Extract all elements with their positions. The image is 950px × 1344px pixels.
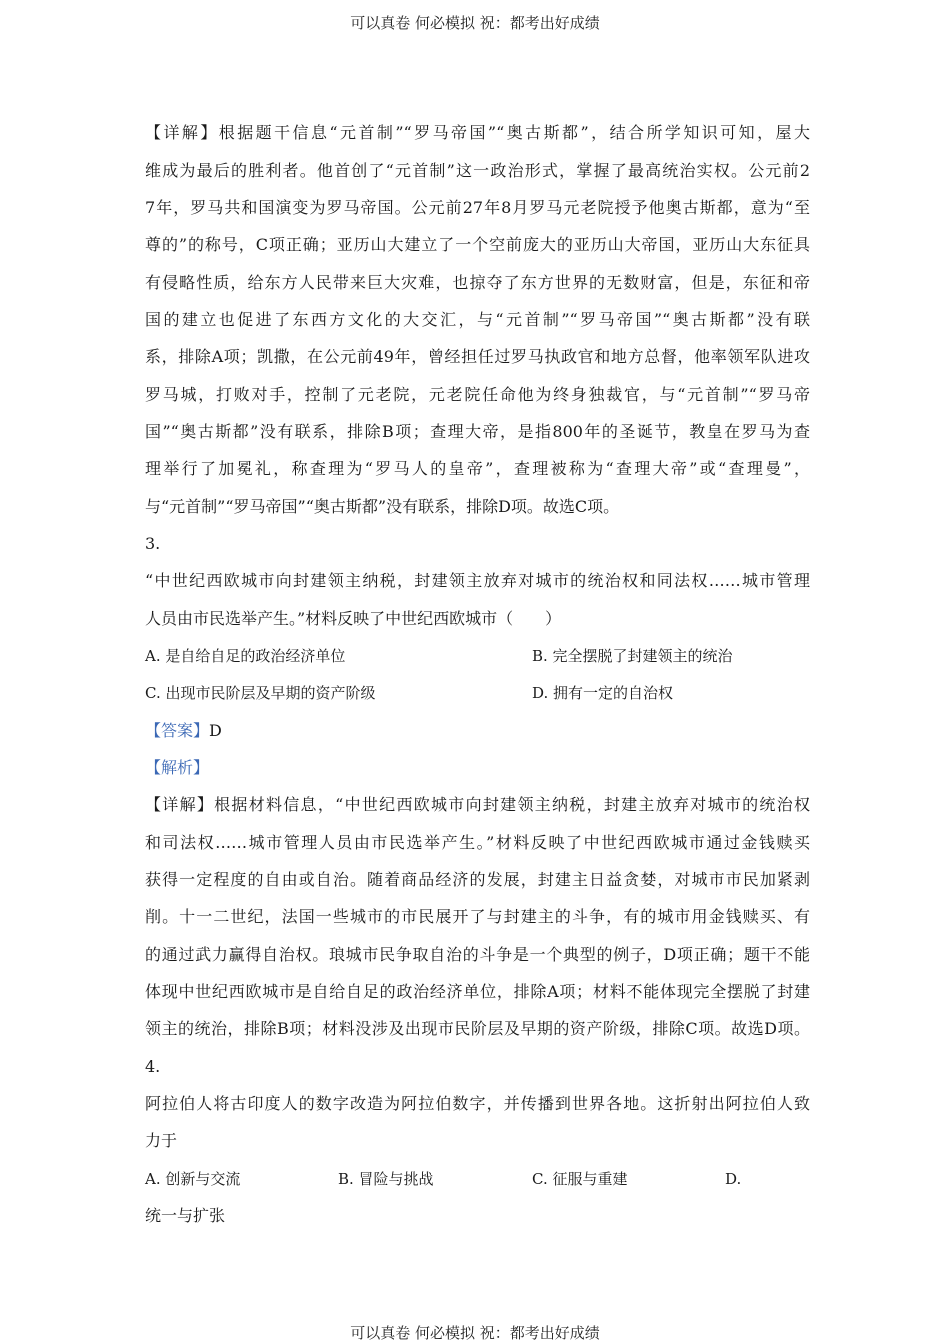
q3-option-b: B. 完全摆脱了封建领主的统治	[532, 647, 733, 665]
q3-answer	[145, 720, 810, 742]
q4-stem-line: 力于	[145, 1131, 178, 1150]
page-header: 可以真卷 何必模拟 祝：都考出好成绩	[350, 14, 600, 32]
q3-explain-line: 和司法权……城市管理人员由市民选举产生。”材料反映了中世纪西欧城市通过金钱赎买	[145, 833, 810, 852]
q2-explain-line: 理举行了加冕礼，称查理为“罗马人的皇帝”，查理被称为“查理大帝”或“查理曼”，	[145, 459, 810, 478]
q2-explain-line: 罗马城，打败对手，控制了元老院，元老院任命他为终身独裁官，与“元首制”“罗马帝	[145, 385, 810, 404]
q4-stem-line: 阿拉伯人将古印度人的数字改造为阿拉伯数字，并传播到世界各地。这折射出阿拉伯人致	[145, 1094, 810, 1113]
q4-option-c: C. 征服与重建	[532, 1170, 628, 1188]
q3-option-d: D. 拥有一定的自治权	[532, 684, 674, 702]
q4-option-b: B. 冒险与挑战	[338, 1170, 434, 1188]
q2-explain-line: 尊的”的称号，C项正确；亚历山大建立了一个空前庞大的亚历山大帝国，亚历山大东征具	[145, 235, 810, 254]
q4-option-a: A. 创新与交流	[145, 1170, 241, 1188]
q3-stem-line: “中世纪西欧城市向封建领主纳税，封建领主放弃对城市的统治权和同法权……城市管理	[145, 571, 810, 590]
q2-explain-line: 维成为最后的胜利者。他首创了“元首制”这一政治形式，掌握了最高统治实权。公元前2	[145, 161, 810, 180]
q2-explain-line: 有侵略性质，给东方人民带来巨大灾难，也掠夺了东方世界的无数财富，但是，东征和帝	[145, 273, 810, 292]
answer-value: D	[209, 721, 222, 740]
q2-explain-line: 国”“奥古斯都”没有联系，排除B项；查理大帝，是指800年的圣诞节，教皇在罗马为查	[145, 422, 810, 441]
answer-label: 【答案】	[145, 721, 210, 740]
q3-explain-line: 的通过武力赢得自治权。琅城市民争取自治的斗争是一个典型的例子，D项正确；题干不能	[145, 945, 810, 964]
q3-stem-line: 人员由市民选举产生。”材料反映了中世纪西欧城市（ ）	[145, 609, 562, 628]
q3-option-c: C. 出现市民阶层及早期的资产阶级	[145, 684, 376, 702]
q2-explain-line: 与“元首制”“罗马帝国”“奥古斯都”没有联系，排除D项。故选C项。	[145, 497, 620, 516]
q3-explain-line: 获得一定程度的自由或自治。随着商品经济的发展，封建主日益贪婪，对城市市民加紧剥	[145, 870, 810, 889]
q4-number: 4.	[145, 1057, 161, 1076]
q3-number: 3.	[145, 534, 161, 553]
q4-option-d: D.	[725, 1170, 742, 1188]
analysis-label: 【解析】	[145, 758, 210, 777]
q3-explain-line: 领主的统治，排除B项；材料没涉及出现市民阶层及早期的资产阶级，排除C项。故选D项。	[145, 1019, 810, 1038]
q2-explain-line: 国的建立也促进了东西方文化的大交汇，与“元首制”“罗马帝国”“奥古斯都”没有联	[145, 310, 810, 329]
q2-explain-line: 7年，罗马共和国演变为罗马帝国。公元前27年8月罗马元老院授予他奥古斯都，意为“至	[145, 198, 810, 217]
q3-explain-line: 体现中世纪西欧城市是自给自足的政治经济单位，排除A项；材料不能体现完全摆脱了封建	[145, 982, 810, 1001]
page-footer: 可以真卷 何必模拟 祝：都考出好成绩	[350, 1324, 600, 1342]
q3-explain-line: 削。十一二世纪，法国一些城市的市民展开了与封建主的斗争，有的城市用金钱赎买、有	[145, 907, 810, 926]
q4-option-d-text: 统一与扩张	[145, 1206, 226, 1225]
q2-explain-line: 【详解】根据题干信息“元首制”“罗马帝国”“奥古斯都”，结合所学知识可知，屋大	[145, 123, 810, 142]
q3-explain-line: 【详解】根据材料信息，“中世纪西欧城市向封建领主纳税，封建主放弃对城市的统治权	[145, 795, 810, 814]
q3-option-a: A. 是自给自足的政治经济单位	[145, 647, 346, 665]
q2-explain-line: 系，排除A项；凯撒，在公元前49年，曾经担任过罗马执政官和地方总督，他率领军队进攻	[145, 347, 810, 366]
